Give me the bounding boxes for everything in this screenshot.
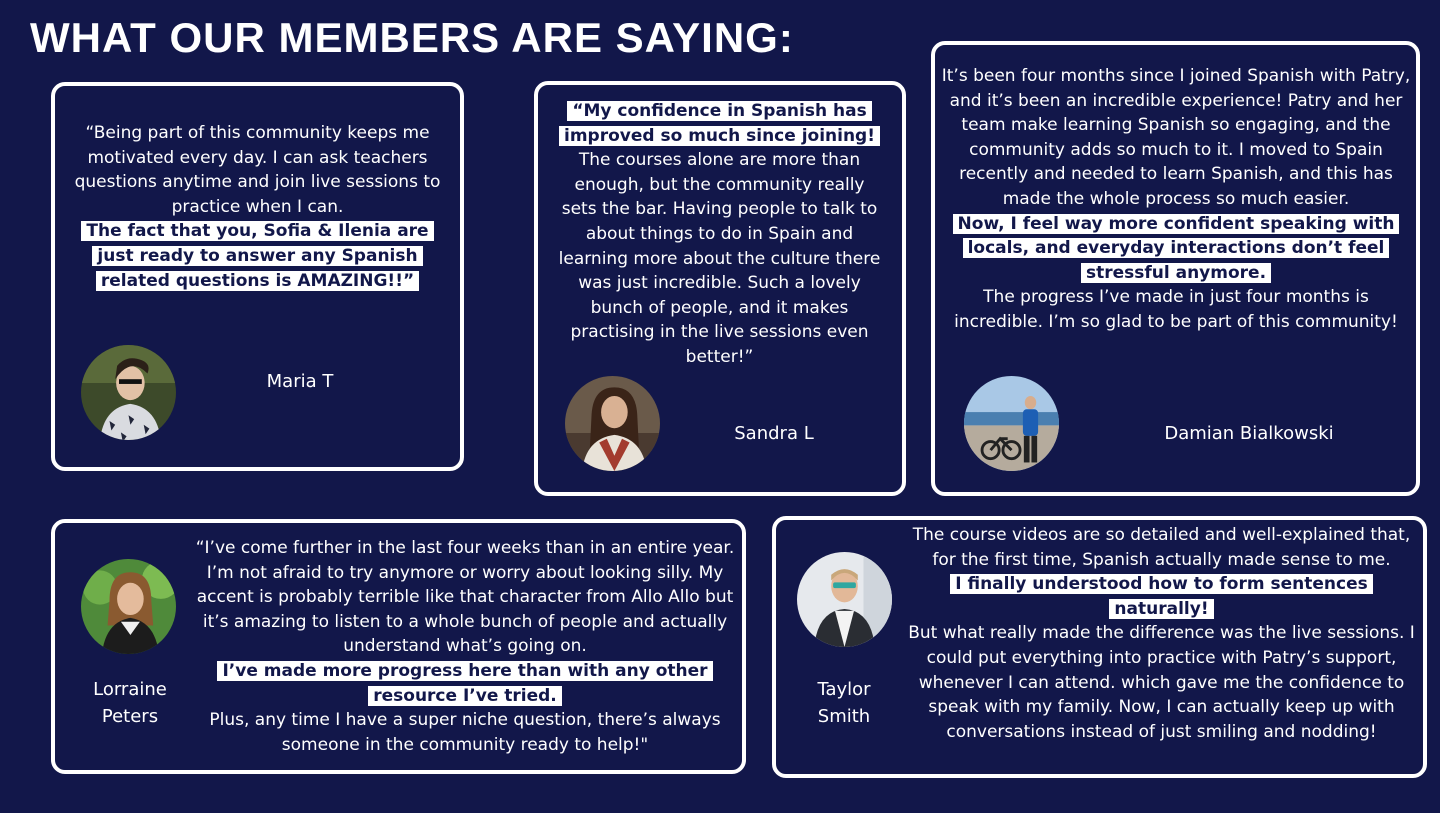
member-name: Maria T	[266, 371, 334, 392]
quote-highlight: Now, I feel way more confident speaking with locals, and everyday interactions don’t feel stressful anymore.	[953, 214, 1400, 283]
page-title: WHAT OUR MEMBERS ARE SAYING:	[30, 14, 794, 61]
testimonial-quote	[70, 121, 445, 293]
person-photo-icon	[81, 559, 176, 654]
quote-text: “Being part of this community keeps me motivated every day. I can ask teachers questions anytime and join live sessions to practice when I can.	[74, 123, 441, 217]
quote-highlight: I finally understood how to form sentences naturally!	[950, 574, 1373, 619]
testimonial-quote	[941, 64, 1411, 335]
person-photo-icon	[81, 345, 176, 440]
quote-text: The course videos are so detailed and well-explained that, for the first time, Spanish actually made sense to me.	[912, 525, 1411, 570]
quote-text: “I’ve come further in the last four weeks than in an entire year. I’m not afraid to try anymore or worry about looking silly. My accent is probably terrible like that character from Allo Allo but it’s amazing to listen to a whole bunch of people and actually understand what’s going on.	[195, 538, 735, 657]
testimonial-quote	[906, 523, 1417, 744]
person-photo-icon	[964, 376, 1059, 471]
quote-text: The courses alone are more than enough, but the community really sets the bar. Having people to talk to about things to do in Spain and learning more about the culture there was just incredible. Such a lovely bunch of people, and it makes practising in the live sessions even better!”	[558, 150, 881, 367]
member-name: Taylor Smith	[817, 679, 871, 727]
avatar	[797, 552, 892, 647]
quote-text: It’s been four months since I joined Spanish with Patry, and it’s been an incredible experience! Patry and her team make learning Spanish so engaging, and the community adds so much to it. I moved to Spain recently and needed to learn Spanish, and this has made the whole process so much easier.	[941, 66, 1411, 209]
member-name: Damian Bialkowski	[1164, 423, 1334, 444]
quote-highlight: “My confidence in Spanish has improved so much since joining!	[559, 101, 880, 146]
person-photo-icon	[797, 552, 892, 647]
testimonial-quote	[194, 536, 736, 757]
avatar	[964, 376, 1059, 471]
testimonial-quote	[557, 99, 882, 370]
avatar	[81, 559, 176, 654]
member-name: Lorraine Peters	[93, 679, 167, 727]
quote-text: But what really made the difference was the live sessions. I could put everything into practice with Patry’s support, whenever I can attend. which gave me the confidence to speak with my family. Now, I can actually keep up with conversations instead of just smiling and nodding!	[908, 623, 1415, 742]
quote-text: The progress I’ve made in just four months is incredible. I’m so glad to be part of this community!	[954, 287, 1398, 332]
member-name: Sandra L	[734, 423, 814, 444]
avatar	[565, 376, 660, 471]
quote-text: Plus, any time I have a super niche question, there’s always someone in the community ready to help!"	[209, 710, 721, 755]
quote-highlight: I’ve made more progress here than with any other resource I’ve tried.	[217, 661, 712, 706]
person-photo-icon	[565, 376, 660, 471]
quote-highlight: The fact that you, Sofia & Ilenia are just ready to answer any Spanish related questions is AMAZING!!”	[81, 221, 433, 290]
avatar	[81, 345, 176, 440]
